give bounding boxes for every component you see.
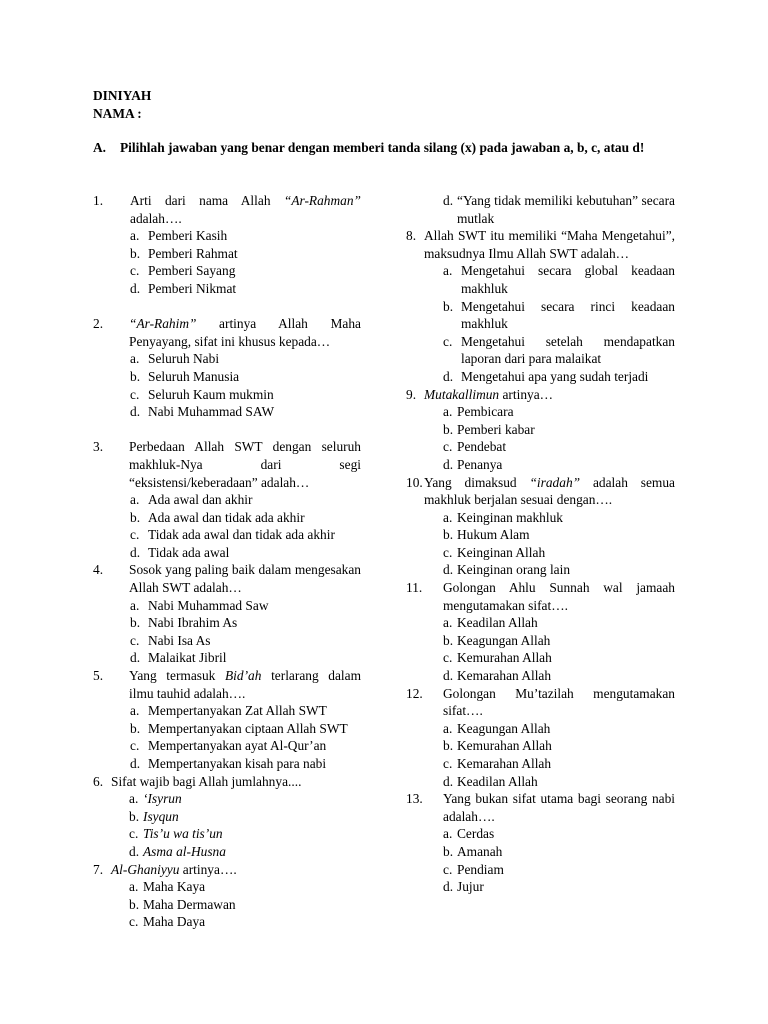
spacer [93,298,361,316]
answer-option [406,526,675,544]
answer-option [93,649,361,667]
option-text: Keinginan orang lain [457,562,571,578]
question-text [130,192,361,227]
option-label: d. [443,773,454,789]
option-label: d. [443,879,454,895]
answer-option [93,614,361,632]
option-text: Pemberi Nikmat [148,280,237,296]
question-item [93,561,361,596]
option-text: Pemberi kabar [457,421,535,437]
option-label: b. [443,738,454,754]
question-text-part: Yang termasuk [129,668,225,684]
question-number: 9. [406,386,417,402]
option-text: “Yang tidak memiliki kebutuhan” secara mutlak [457,193,675,226]
answer-option [93,702,361,720]
option-label: c. [443,756,453,771]
answer-option [93,825,361,843]
option-label: c. [443,650,453,666]
option-label: b. [130,615,141,631]
option-text: Seluruh Manusia [148,368,240,384]
question-text [424,474,675,509]
option-text: Pemberi Kasih [148,228,228,244]
option-label: b. [130,720,141,736]
question-text [424,386,675,404]
option-label: a. [443,404,453,420]
question-text-part: adalah…. [130,210,182,226]
option-label: b. [129,896,140,912]
question-text-italic: “iradah” [529,474,581,490]
option-text: Pemberi Rahmat [148,245,238,261]
option-label: d. [130,544,141,560]
option-label: d. [443,368,454,384]
question-text-part: Yang bukan sifat utama bagi seorang nabi adalah…. [443,791,675,824]
option-label: a. [443,615,453,631]
answer-option [93,491,361,509]
answer-option [93,737,361,755]
answer-option [93,262,361,280]
option-text: Mengetahui secara global keadaan makhluk [461,263,675,296]
option-text: Asma al-Husna [143,843,226,859]
answer-option [406,773,675,791]
option-text: Mengetahui setelah mendapatkan laporan dari para malaikat [461,333,675,367]
answer-option [93,544,361,562]
question-item [93,861,361,879]
answer-option [406,861,675,879]
option-text: Mengetahui apa yang sudah terjadi [461,368,649,384]
option-text: Maha Kaya [143,879,206,895]
answer-option [406,403,675,421]
question-text [443,685,675,720]
option-text: Mempertanyakan kisah para nabi [148,756,327,771]
option-text: Seluruh Nabi [148,351,220,367]
option-label: b. [443,843,454,859]
option-label: c. [130,632,140,648]
option-label: a. [443,826,453,842]
option-label: d. [129,843,140,859]
question-item [406,386,675,404]
option-text: Kemarahan Allah [457,756,552,771]
option-text: Kemurahan Allah [457,738,552,754]
option-text: Mempertanyakan Zat Allah SWT [148,703,327,719]
question-text-italic: Mutakallimun [424,386,500,402]
option-label: a. [443,720,453,736]
option-text: Nabi Muhammad SAW [148,404,275,420]
answer-option [406,720,675,738]
question-number: 13. [406,791,423,807]
answer-option [93,245,361,263]
answer-option [406,614,675,632]
option-label: c. [443,439,453,455]
question-text [111,861,361,879]
question-number: 12. [406,685,423,701]
question-text [443,579,675,614]
option-label: b. [443,421,454,437]
option-text: Ada awal dan tidak ada akhir [148,509,305,525]
question-item [93,192,361,227]
option-text: ‘Isyrun [143,791,182,807]
option-text: Pendebat [457,439,507,455]
option-label: d. [130,756,141,771]
option-text: Seluruh Kaum mukmin [148,386,274,402]
option-text: Mempertanyakan ciptaan Allah SWT [148,720,348,736]
option-label: a. [130,492,140,508]
option-label: d. [443,668,454,684]
question-text-part: Sosok yang paling baik dalam mengesakan Allah SWT adalah… [129,562,361,596]
answer-option [93,632,361,650]
question-text-part: Allah SWT itu memiliki “Maha Mengetahui”, maksudnya Ilmu Allah SWT adalah… [424,228,675,261]
option-text: Malaikat Jibril [148,650,227,666]
question-text [111,773,361,791]
answer-option [406,421,675,439]
question-number: 7. [93,861,104,877]
question-number: 4. [93,562,104,578]
question-number: 3. [93,439,104,455]
question-text-italic: “Ar-Rahman” [283,193,361,208]
answer-option [93,878,361,896]
answer-option [93,808,361,826]
option-label: b. [443,298,454,314]
option-label: c. [443,861,453,877]
option-label: c. [130,263,140,279]
option-label: c. [129,914,139,930]
question-number: 11. [406,580,423,596]
answer-option [406,878,675,896]
answer-option [406,649,675,667]
answer-option [406,262,675,297]
option-text: Keadilan Allah [457,773,538,789]
option-label: d. [130,404,141,420]
question-text-part: artinya Allah Maha Penyayang, sifat ini khusus kepada… [129,316,361,349]
answer-option [406,755,675,773]
option-text: Mengetahui secara rinci keadaan makhluk [461,298,675,332]
option-text: Penanya [457,456,503,472]
question-text-part: terlarang dalam ilmu tauhid adalah…. [129,668,361,701]
answer-option [93,386,361,404]
answer-option [93,790,361,808]
answer-option [93,350,361,368]
answer-option [406,825,675,843]
section-label: A. [93,140,107,155]
answer-option [406,456,675,474]
option-text: Keinginan makhluk [457,509,563,525]
question-number: 2. [93,316,104,332]
option-label: c. [443,333,453,349]
option-label: a. [129,791,139,807]
option-label: b. [130,245,141,261]
answer-option [406,509,675,527]
option-text: Tidak ada awal dan tidak ada akhir [148,527,335,543]
question-text-part: Golongan Mu’tazilah mengutamakan sifat…. [443,685,675,719]
question-number: 5. [93,668,104,684]
question-text-part: Sifat wajib bagi Allah jumlahnya.... [111,773,302,789]
option-label: d. [443,562,454,578]
question-text-part: Perbedaan Allah SWT dengan seluruh makhluk-Nya dari segi “eksistensi/keberadaan” adalah… [129,439,361,490]
question-text-part: Arti dari nama Allah [130,193,284,208]
option-label: a. [130,597,140,613]
answer-option [93,913,361,931]
option-label: d. [130,650,141,666]
option-text: Nabi Muhammad Saw [148,597,269,613]
answer-option [93,368,361,386]
spacer [93,421,361,439]
question-number: 10. [406,474,423,490]
option-text: Tis’u wa tis’un [143,826,223,842]
question-text-part: artinya…. [179,861,237,877]
option-label: d. [130,280,141,296]
question-text-part: artinya… [499,386,554,402]
question-text-italic: Al-Ghaniyyu [111,861,180,877]
answer-option [93,755,361,773]
question-item [93,667,361,702]
answer-option [93,227,361,245]
question-item [406,685,675,720]
option-text: Jujur [457,879,484,895]
question-text-part: Yang dimaksud [424,474,530,490]
option-text: Keinginan Allah [457,544,546,560]
option-label: c. [130,738,140,754]
answer-option [93,843,361,861]
answer-option [93,526,361,544]
option-text: Keagungan Allah [457,632,551,648]
option-label: a. [443,509,453,525]
option-text: Cerdas [457,826,495,842]
question-text-part: Golongan Ahlu Sunnah wal jamaah mengutamakan sifat…. [443,580,675,613]
question-number: 6. [93,773,104,789]
question-item [93,315,361,350]
answer-option [406,333,675,368]
option-label: b. [129,808,140,824]
question-text [129,438,361,491]
option-label: a. [130,228,140,244]
answer-option [406,561,675,579]
option-text: Keagungan Allah [457,720,551,736]
option-text: Kemurahan Allah [457,650,552,666]
option-text: Kemarahan Allah [457,668,552,684]
answer-option [93,597,361,615]
option-text: Nabi Ibrahim As [148,615,238,631]
answer-option [93,720,361,738]
question-text-italic: “Ar-Rahim” [129,316,197,332]
question-column-left [93,192,361,931]
option-label: a. [129,879,139,895]
question-text [129,315,361,350]
question-item [93,438,361,491]
option-text: Nabi Isa As [148,632,211,648]
option-text: Ada awal dan akhir [148,492,253,508]
option-text: Maha Daya [143,914,206,930]
option-label: a. [130,703,140,719]
option-text: Maha Dermawan [143,896,236,912]
question-number: 8. [406,228,417,244]
option-label: c. [130,386,140,402]
question-text-italic: Bid’ah [225,668,262,684]
question-number: 1. [93,193,104,208]
option-text: Mempertanyakan ayat Al-Qur’an [148,738,327,754]
answer-option [406,368,675,386]
option-label: c. [129,826,139,842]
option-label: d. [443,193,454,208]
option-label: b. [443,527,454,543]
section-instruction [93,139,675,157]
instruction-text: Pilihlah jawaban yang benar dengan memberi tanda silang (x) pada jawaban a, b, c, atau d! [120,140,645,155]
answer-option [93,280,361,298]
question-text [129,667,361,702]
worksheet-title: DINIYAH [93,88,152,103]
option-label: d. [443,456,454,472]
answer-option [93,896,361,914]
option-text: Amanah [457,843,503,859]
option-label: c. [130,527,140,543]
question-item [406,579,675,614]
option-text: Isyqun [143,808,179,824]
question-text [424,227,675,262]
option-text: Pendiam [457,861,504,877]
option-label: b. [130,509,141,525]
answer-option [406,192,675,227]
answer-option [406,737,675,755]
answer-option [93,403,361,421]
answer-option [406,843,675,861]
option-text: Tidak ada awal [148,544,230,560]
answer-option [406,298,675,333]
option-label: b. [130,368,141,384]
option-label: b. [443,632,454,648]
question-text [129,561,361,596]
answer-option [406,438,675,456]
question-item [93,773,361,791]
question-item [406,227,675,262]
option-text: Pemberi Sayang [148,263,236,279]
question-item [406,474,675,509]
name-label: NAMA : [93,106,142,121]
question-item [406,790,675,825]
option-text: Hukum Alam [457,527,530,543]
answer-option [406,632,675,650]
option-label: a. [443,263,453,279]
option-label: c. [443,544,453,560]
answer-option [406,667,675,685]
answer-option [406,544,675,562]
question-text-part: adalah semua makhluk berjalan sesuai dengan…. [424,474,675,508]
question-column-right [406,192,675,896]
option-text: Pembicara [457,404,514,420]
option-text: Keadilan Allah [457,615,538,631]
answer-option [93,509,361,527]
option-label: a. [130,351,140,367]
question-text [443,790,675,825]
